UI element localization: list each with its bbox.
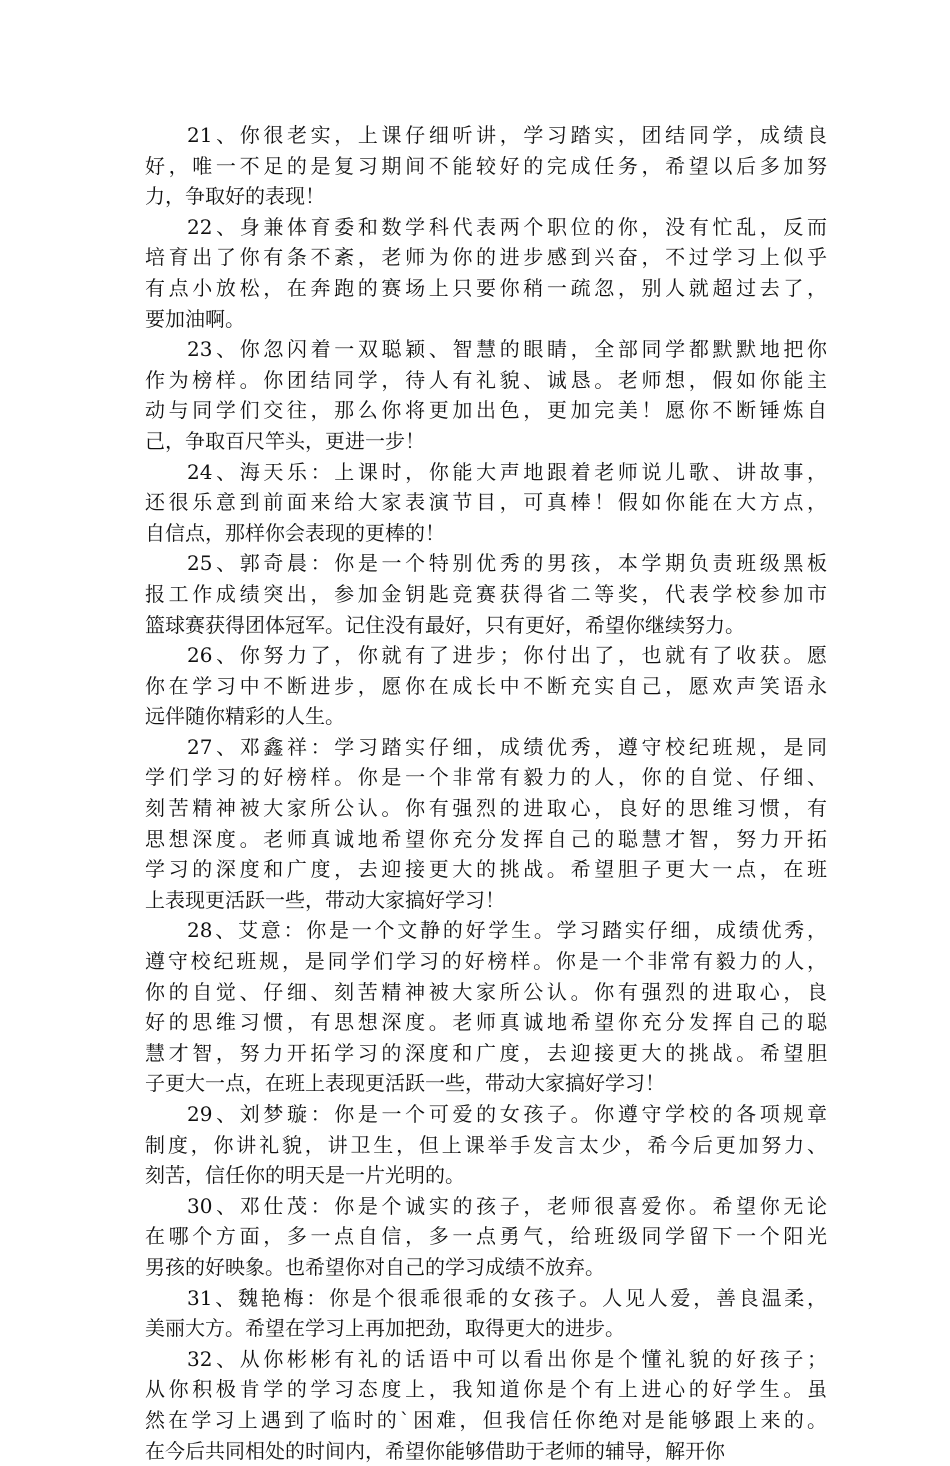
text-line: 在今后共同相处的时间内，希望你能够借助于老师的辅导，解开你	[145, 1438, 725, 1463]
text-line: 制度，你讲礼貌，讲卫生，但上课举手发言太少，希今后更加努力、	[145, 1132, 827, 1157]
paragraph	[145, 915, 827, 1099]
paragraph	[145, 640, 827, 732]
text-line: 己，争取百尺竿头，更进一步！	[145, 428, 425, 453]
text-line: 有点小放松，在奔跑的赛场上只要你稍一疏忽，别人就超过去了，	[145, 275, 827, 300]
text-line: 男孩的好映象。也希望你对自己的学习成绩不放弃。	[145, 1254, 605, 1279]
paragraph	[145, 334, 827, 456]
text-line: 美丽大方。希望在学习上再加把劲，取得更大的进步。	[145, 1316, 625, 1341]
text-line: 慧才智，努力开拓学习的深度和广度，去迎接更大的挑战。希望胆	[145, 1040, 827, 1065]
text-line: 你的自觉、仔细、刻苦精神被大家所公认。你有强烈的进取心，良	[145, 979, 827, 1004]
text-line: 力，争取好的表现！	[145, 184, 325, 209]
text-line: 然在学习上遇到了临时的`困难，但我信任你绝对是能够跟上来的。	[145, 1407, 827, 1432]
text-line: 23、你忽闪着一双聪颖、智慧的眼睛，全部同学都默默地把你	[187, 337, 827, 362]
text-line: 在哪个方面，多一点自信，多一点勇气，给班级同学留下一个阳光	[145, 1224, 827, 1249]
text-line: 24、海天乐：上课时，你能大声地跟着老师说儿歌、讲故事，	[187, 459, 827, 484]
text-line: 刻苦精神被大家所公认。你有强烈的进取心，良好的思维习惯，有	[145, 796, 827, 821]
text-line: 要加油啊。	[145, 306, 245, 331]
text-line: 22、身兼体育委和数学科代表两个职位的你，没有忙乱，反而	[187, 214, 827, 239]
text-line: 培育出了你有条不紊，老师为你的进步感到兴奋，不过学习上似乎	[145, 245, 827, 270]
text-line: 上表现更活跃一些，带动大家搞好学习！	[145, 887, 505, 912]
text-line: 思想深度。老师真诚地希望你充分发挥自己的聪慧才智，努力开拓	[145, 826, 827, 851]
paragraph	[145, 1191, 827, 1283]
text-line: 学们学习的好榜样。你是一个非常有毅力的人，你的自觉、仔细、	[145, 765, 827, 790]
paragraph	[145, 548, 827, 640]
text-line: 31、魏艳梅：你是个很乖很乖的女孩子。人见人爱，善良温柔，	[187, 1285, 827, 1310]
text-line: 自信点，那样你会表现的更棒的！	[145, 520, 445, 545]
paragraph	[145, 1283, 827, 1344]
text-line: 篮球赛获得团体冠军。记住没有最好，只有更好，希望你继续努力。	[145, 612, 745, 637]
text-line: 好的思维习惯，有思想深度。老师真诚地希望你充分发挥自己的聪	[145, 1010, 827, 1035]
text-line: 从你积极肯学的学习态度上，我知道你是个有上进心的好学生。虽	[145, 1377, 827, 1402]
text-line: 遵守校纪班规，是同学们学习的好榜样。你是一个非常有毅力的人，	[145, 949, 827, 974]
paragraph	[145, 1344, 827, 1466]
text-line: 21、你很老实，上课仔细听讲，学习踏实，团结同学，成绩良	[187, 123, 827, 147]
text-line: 远伴随你精彩的人生。	[145, 704, 345, 729]
text-line: 你在学习中不断进步，愿你在成长中不断充实自己，愿欢声笑语永	[145, 673, 827, 698]
text-line: 25、郭奇晨：你是一个特别优秀的男孩，本学期负责班级黑板	[187, 551, 827, 576]
text-line: 报工作成绩突出，参加金钥匙竞赛获得省二等奖，代表学校参加市	[145, 581, 827, 606]
document-body	[145, 120, 827, 1466]
text-line: 29、刘梦璇：你是一个可爱的女孩子。你遵守学校的各项规章	[187, 1102, 827, 1126]
text-line: 动与同学们交往，那么你将更加出色，更加完美！愿你不断锤炼自	[145, 398, 827, 423]
paragraph	[145, 732, 827, 916]
text-line: 32、从你彬彬有礼的话语中可以看出你是个懂礼貌的好孩子；	[187, 1346, 827, 1371]
paragraph	[145, 457, 827, 549]
text-line: 子更大一点，在班上表现更活跃一些，带动大家搞好学习！	[145, 1071, 665, 1096]
text-line: 刻苦，信任你的明天是一片光明的。	[145, 1163, 465, 1188]
text-line: 26、你努力了，你就有了进步；你付出了，也就有了收获。愿	[187, 643, 827, 668]
paragraph	[145, 212, 827, 334]
text-line: 好，唯一不足的是复习期间不能较好的完成任务，希望以后多加努	[145, 153, 827, 178]
text-line: 作为榜样。你团结同学，待人有礼貌、诚恳。老师想，假如你能主	[145, 367, 827, 392]
paragraph	[145, 120, 827, 212]
text-line: 30、邓仕茂：你是个诚实的孩子，老师很喜爱你。希望你无论	[187, 1193, 827, 1218]
text-line: 学习的深度和广度，去迎接更大的挑战。希望胆子更大一点，在班	[145, 857, 827, 882]
text-line: 还很乐意到前面来给大家表演节目，可真棒！假如你能在大方点，	[145, 490, 827, 515]
paragraph	[145, 1099, 827, 1191]
text-line: 27、邓鑫祥：学习踏实仔细，成绩优秀，遵守校纪班规，是同	[187, 734, 827, 759]
text-line: 28、艾意：你是一个文静的好学生。学习踏实仔细，成绩优秀，	[187, 918, 827, 943]
